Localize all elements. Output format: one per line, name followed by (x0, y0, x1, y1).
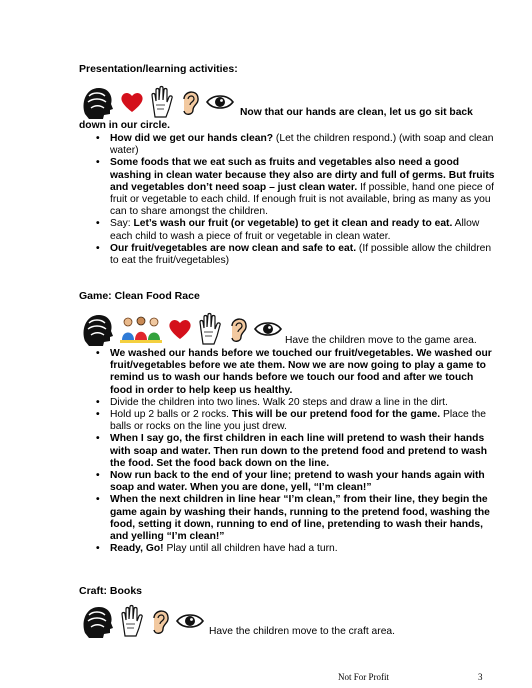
list-item: • How did we get our hands clean? (Let the children respond.) (with soap and clean water) (96, 133, 496, 157)
list-item: • Say: Let’s wash our fruit (or vegetable) to get it clean and ready to eat. Allow each child to wash a piece of fruit or vegetable in clean water. (96, 218, 496, 242)
page-number: 3 (478, 672, 483, 682)
list-item: • Ready, Go! Play until all children have had a turn. (96, 543, 496, 555)
heart-icon (119, 89, 145, 115)
head-icon (79, 311, 115, 347)
heart-icon (167, 316, 193, 342)
list-item: • Divide the children into two lines. Walk 20 steps and draw a line in the dirt. (96, 397, 496, 409)
presentation-intro-line1: Now that our hands are clean, let us go sit back (240, 107, 473, 118)
head-icon (79, 603, 115, 639)
ear-icon (179, 87, 201, 117)
eye-icon (205, 92, 235, 112)
hand-icon (197, 312, 223, 346)
hand-icon (149, 85, 175, 119)
hand-icon (119, 604, 145, 638)
list-item: • We washed our hands before we touched our fruit/vegetables. We washed our fruit/vegetables before we ate them. Now we are now going to play a game to remind us to wash our hands before we touch our food and after we touch food in order to help keep us healthy. (96, 348, 496, 397)
list-item: • Now run back to the end of your line; pretend to wash your hands again with soap and water. When you are done, yell, “I’m clean!” (96, 470, 496, 494)
craft-icon-row (79, 603, 209, 639)
presentation-intro-line2: down in our circle. (79, 120, 170, 131)
list-item: • Hold up 2 balls or 2 rocks. This will be our pretend food for the game. Place the balls or rocks on the line you just drew. (96, 409, 496, 433)
eye-icon (175, 611, 205, 631)
list-item: • When I say go, the first children in each line will pretend to wash their hands with soap and water. Then run down to the pretend food and pretend to wash the food. Set the food back down on the line. (96, 433, 496, 470)
ear-icon (227, 314, 249, 344)
presentation-bullet-list (96, 133, 496, 267)
presentation-heading: Presentation/learning activities: (79, 63, 238, 75)
list-item: • Our fruit/vegetables are now clean and safe to eat. (If possible allow the children to eat the fruit/vegetables) (96, 243, 496, 267)
craft-intro: Have the children move to the craft area. (209, 626, 396, 637)
head-icon (79, 84, 115, 120)
ear-icon (149, 606, 171, 636)
game-intro: Have the children move to the game area. (285, 335, 477, 346)
children-group-icon (119, 314, 163, 344)
craft-heading: Craft: Books (79, 585, 143, 597)
game-icon-row (79, 311, 287, 347)
footer-text: Not For Profit (338, 672, 390, 682)
list-item: • When the next children in line hear “I’m clean,” from their line, they begin the game again by washing their hands, running to the pretend food, washing the food, setting it down, running to end of line, pretending to wash their hands, and yelling “I’m clean!” (96, 494, 496, 543)
game-heading: Game: Clean Food Race (79, 290, 200, 302)
presentation-icon-row (79, 84, 239, 120)
list-item: • Some foods that we eat such as fruits and vegetables also need a good washing in clean water because they also are dirty and full of germs. But fruits and vegetables don’t need soap – just clean water. If possible, hand one piece of fruit or vegetable to each child. If enough fruit is not available, bring as many as you can to share amongst the children. (96, 157, 496, 218)
eye-icon (253, 319, 283, 339)
game-bullet-list (96, 348, 496, 555)
